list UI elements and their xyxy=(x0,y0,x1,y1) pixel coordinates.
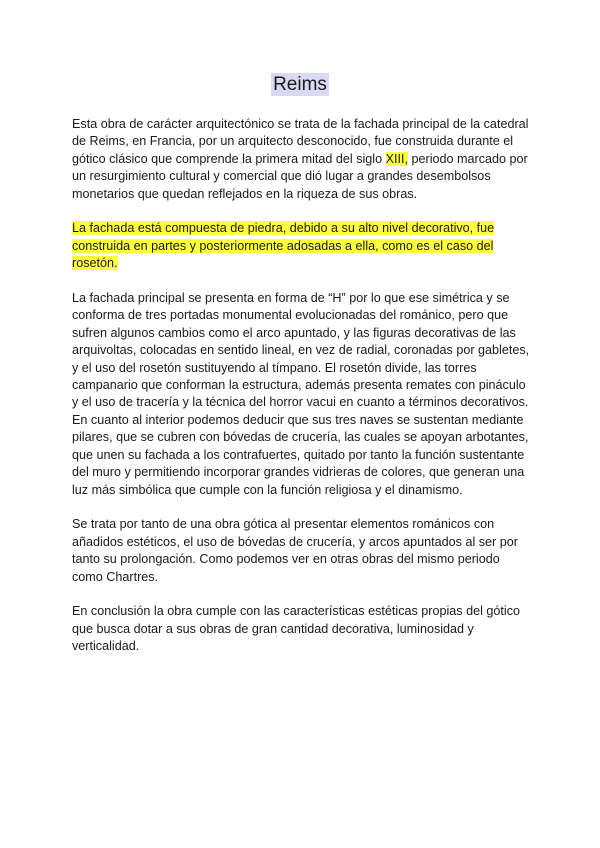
document-title: Reims xyxy=(273,74,327,95)
paragraph-intro xyxy=(72,116,532,203)
paragraph-gothic: Se trata por tanto de una obra gótica al presentar elementos románicos con añadidos estéticos, el uso de bóvedas de crucería, y arcos apuntados al ser por tanto su prolongación. Como podemos ver en otras obras del mismo periodo como Chartres. xyxy=(72,517,518,584)
highlighted-century: XIII, xyxy=(385,151,409,166)
title-container xyxy=(0,73,600,96)
paragraph-conclusion: En conclusión la obra cumple con las características estéticas propias del gótico que busca dotar a sus obras de gran cantidad decorativa, luminosidad y verticalidad. xyxy=(72,604,521,654)
paragraph-spacer xyxy=(72,273,532,290)
document-body xyxy=(72,116,532,656)
paragraph-materials xyxy=(72,220,532,272)
highlighted-paragraph: La fachada está compuesta de piedra, debido a su alto nivel decorativo, fue construida en partes y posteriormente adosadas a ella, como es el caso del rosetón. xyxy=(72,221,495,271)
paragraph-spacer xyxy=(72,586,532,603)
paragraph-interior: En cuanto al interior podemos deducir que sus tres naves se sustentan mediante pilares, que se cubren con bóvedas de crucería, las cuales se apoyan arbotantes, que unen su fachada a los contrafuertes, quitado por tanto la función sustentante del muro y permitiendo incorporar grandes vidrieras de colores, que generan una luz más simbólica que cumple con la función religiosa y el dinamismo. xyxy=(72,412,529,497)
paragraph-intro-text-end: periodo marcado por un resurgimiento cultural y comercial que dió lugar a grandes desembolsos monetarios que quedan reflejados en la riqueza de sus obras. xyxy=(72,151,528,201)
paragraph-spacer xyxy=(72,499,532,516)
paragraph-intro-text: Esta obra de carácter arquitectónico se trata de la fachada principal de la catedral de Reims, en Francia, por un arquitecto desconocido, fue construida durante el gótico clásico que comprende la primera mitad del siglo xyxy=(72,117,529,166)
paragraph-facade: La fachada principal se presenta en forma de “H” por lo que ese simétrica y se conforma de tres portadas monumental evolucionadas del románico, pero que sufren algunos cambios como el arco apuntado, y las figuras decorativas de las arquivoltas, colocadas en sentido lineal, en vez de radial, coronadas por gabletes, y el uso del rosetón sustituyendo al tímpano. El rosetón divide, las torres campanario que conforman la estructura, además presenta remates con pináculo y el uso de tracería y la técnica del horror vacui en cuanto a términos decorativos. xyxy=(72,291,530,410)
paragraph-spacer xyxy=(72,203,532,220)
